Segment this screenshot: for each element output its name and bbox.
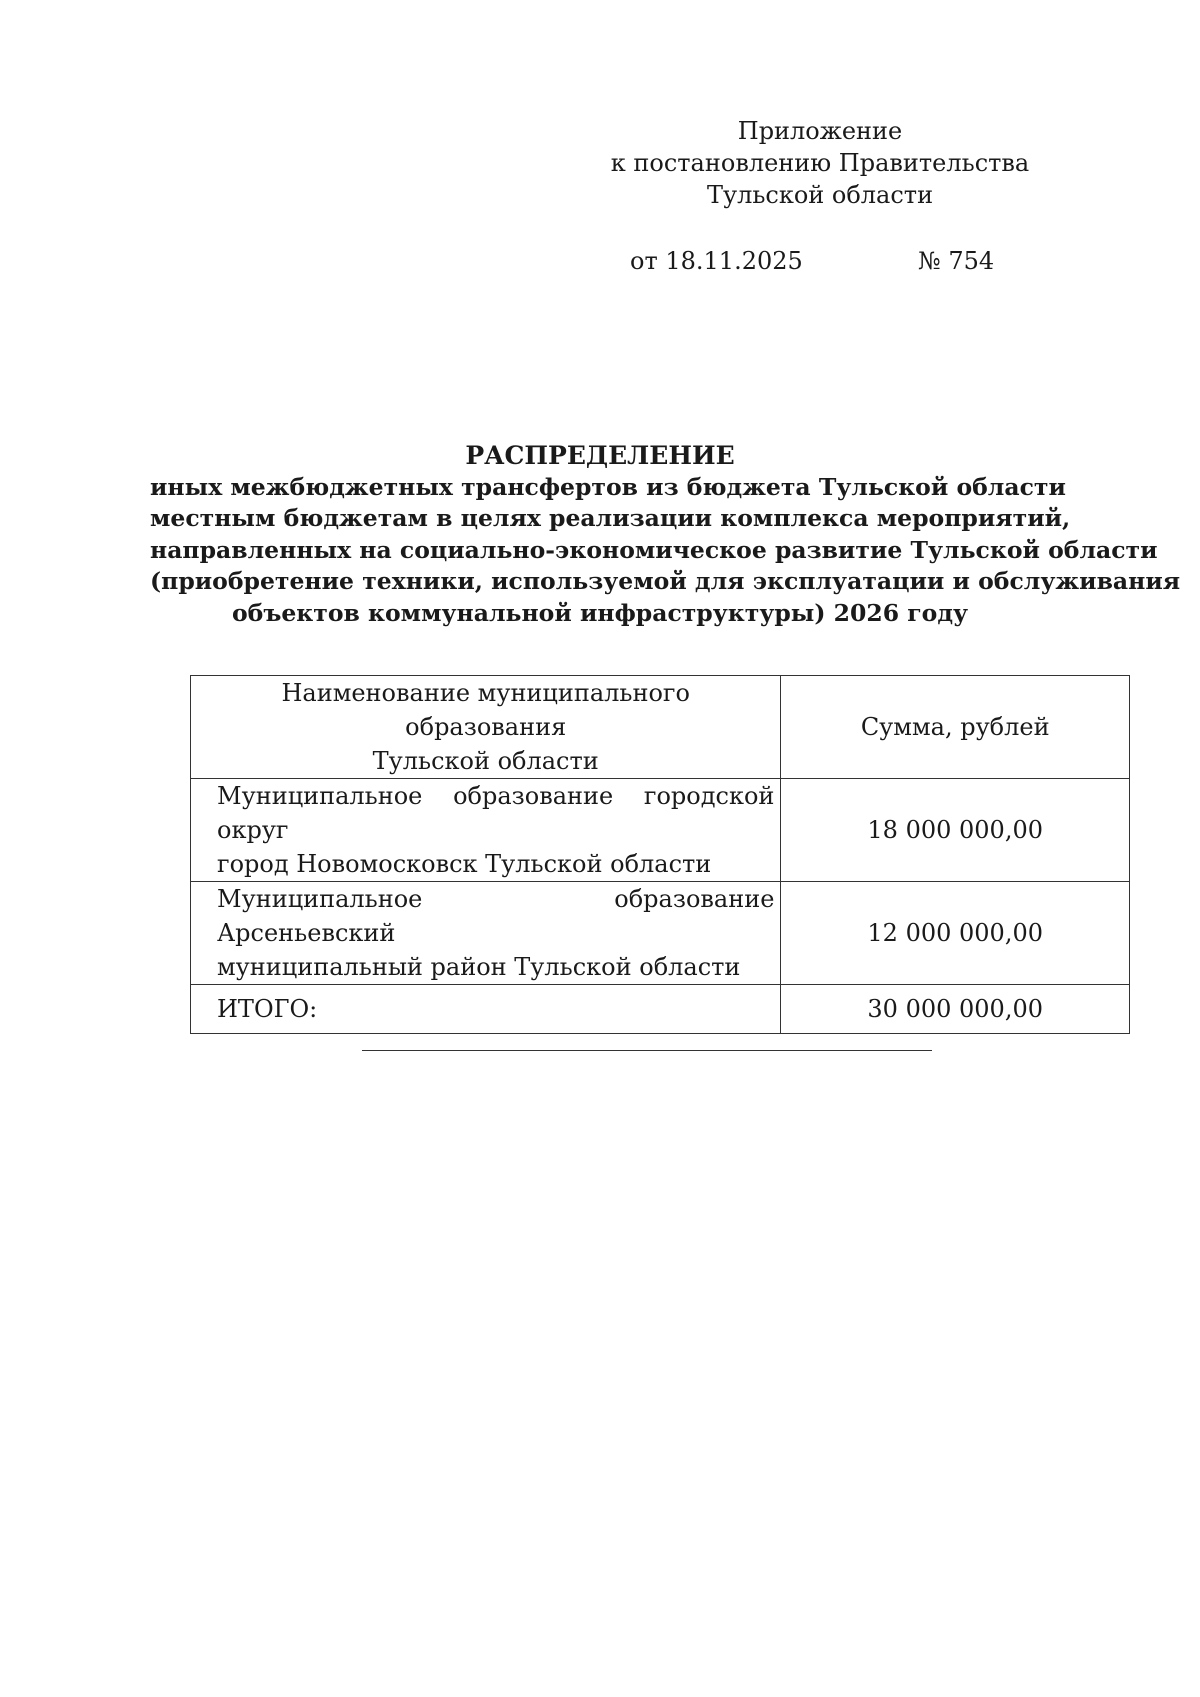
title-line: объектов коммунальной инфраструктуры) 2026 году <box>231 598 969 627</box>
total-sum-cell: 30 000 000,00 <box>781 985 1130 1034</box>
sum-cell: 18 000 000,00 <box>781 779 1130 882</box>
title-line: местным бюджетам в целях реализации комплекса мероприятий, <box>150 504 1071 532</box>
title-line: иных межбюджетных трансфертов из бюджета Тульской области <box>150 472 1066 501</box>
document-title <box>150 440 1181 629</box>
municipality-line: город Новомосковск Тульской области <box>217 850 712 878</box>
header-name-line: Тульской области <box>372 747 599 775</box>
municipality-cell <box>191 882 781 985</box>
appendix-header <box>600 115 1040 211</box>
total-label-cell: ИТОГО: <box>191 985 781 1034</box>
end-divider <box>362 1050 932 1051</box>
table-total-row <box>191 985 1130 1034</box>
table-row <box>191 779 1130 882</box>
municipality-line: Муниципальное образование Арсеньевский <box>217 885 775 947</box>
appendix-region: Тульской области <box>706 181 934 209</box>
title-line: (приобретение техники, используемой для эксплуатации и обслуживания <box>150 567 1181 595</box>
header-name-line: Наименование муниципального образования <box>281 679 690 741</box>
table-row <box>191 882 1130 985</box>
sum-cell: 12 000 000,00 <box>781 882 1130 985</box>
decree-number: № 754 <box>918 247 995 275</box>
header-name-cell <box>191 676 781 779</box>
distribution-table <box>190 675 1130 1034</box>
appendix-label: Приложение <box>737 117 903 145</box>
table-header-row <box>191 676 1130 779</box>
municipality-line: Муниципальное образование городской округ <box>217 782 775 844</box>
title-main: РАСПРЕДЕЛЕНИЕ <box>465 441 735 470</box>
municipality-line: муниципальный район Тульской области <box>217 953 741 981</box>
title-line: направленных на социально-экономическое развитие Тульской области <box>150 535 1158 564</box>
municipality-cell <box>191 779 781 882</box>
decree-date: от 18.11.2025 <box>630 247 803 275</box>
appendix-reference: к постановлению Правительства <box>610 149 1030 177</box>
header-sum-cell: Сумма, рублей <box>781 676 1130 779</box>
